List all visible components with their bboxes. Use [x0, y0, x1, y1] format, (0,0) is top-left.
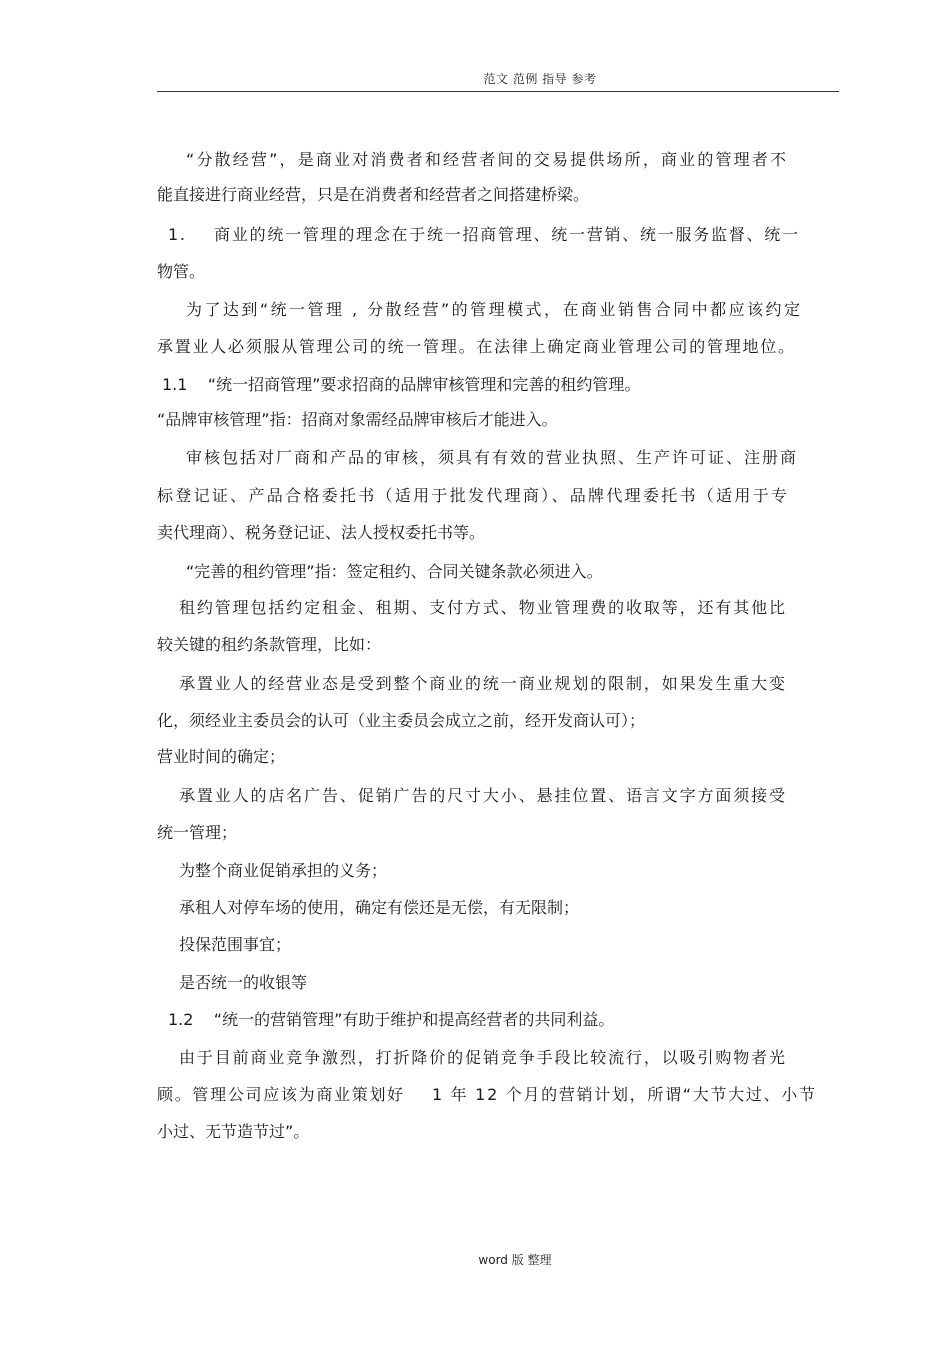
body-line: “品牌审核管理”指：招商对象需经品牌审核后才能进入。: [157, 410, 558, 429]
body-line: 化，须经业主委员会的认可（业主委员会成立之前，经开发商认可）；: [157, 711, 646, 730]
body-line: 为整个商业促销承担的义务；: [179, 861, 388, 880]
body-line: 承置业人的经营业态是受到整个商业的统一商业规划的限制，如果发生重大变: [179, 674, 787, 693]
body-line: 为了达到“统一管理 , 分散经营”的管理模式，在商业销售合同中都应该约定: [186, 300, 803, 319]
page-header: 范文 范例 指导 参考: [483, 72, 597, 86]
body-line: 营业时间的确定；: [157, 747, 286, 766]
body-line: 审核包括对厂商和产品的审核，须具有有效的营业执照、生产许可证、注册商: [186, 448, 798, 467]
body-line: 由于目前商业竞争激烈，打折降价的促销竞争手段比较流行，以吸引购物者光: [179, 1048, 787, 1067]
body-line: 1.2 “统一的营销管理”有助于维护和提高经营者的共同利益。: [168, 1010, 615, 1029]
body-line: 1.1 “统一招商管理”要求招商的品牌审核管理和完善的租约管理。: [162, 375, 641, 394]
body-line: 小过、无节造节过”。: [157, 1122, 310, 1141]
body-line: 标登记证、产品合格委托书（适用于批发代理商）、品牌代理委托书（适用于专: [157, 486, 790, 505]
header-divider: [157, 91, 839, 92]
body-line: 卖代理商）、税务登记证、法人授权委托书等。: [157, 523, 486, 542]
body-line: “分散经营”，是商业对消费者和经营者间的交易提供场所，商业的管理者不: [186, 150, 789, 169]
body-line: 承置业人的店名广告、促销广告的尺寸大小、悬挂位置、语言文字方面须接受: [179, 786, 787, 805]
body-line: 顾。管理公司应该为商业策划好 1 年 12 个月的营销计划，所谓“大节大过、小节: [157, 1085, 817, 1104]
body-line: 物管。: [157, 262, 206, 281]
body-line: 能直接进行商业经营，只是在消费者和经营者之间搭建桥梁。: [157, 185, 590, 204]
body-line: 1. 商业的统一管理的理念在于统一招商管理、统一营销、统一服务监督、统一: [168, 225, 800, 244]
body-line: 承置业人必须服从管理公司的统一管理。在法律上确定商业管理公司的管理地位。: [157, 337, 796, 356]
body-line: 租约管理包括约定租金、租期、支付方式、物业管理费的收取等，还有其他比: [179, 598, 787, 617]
body-line: 承租人对停车场的使用，确定有偿还是无偿，有无限制；: [179, 898, 580, 917]
body-line: 是否统一的收银等: [179, 973, 308, 992]
body-line: 投保范围事宜；: [179, 935, 292, 954]
body-line: “完善的租约管理”指：签定租约、合同关键条款必须进入。: [186, 562, 603, 581]
page-footer: word 版 整理: [478, 1253, 552, 1267]
body-line: 较关键的租约条款管理，比如：: [157, 635, 382, 654]
body-line: 统一管理；: [157, 823, 238, 842]
